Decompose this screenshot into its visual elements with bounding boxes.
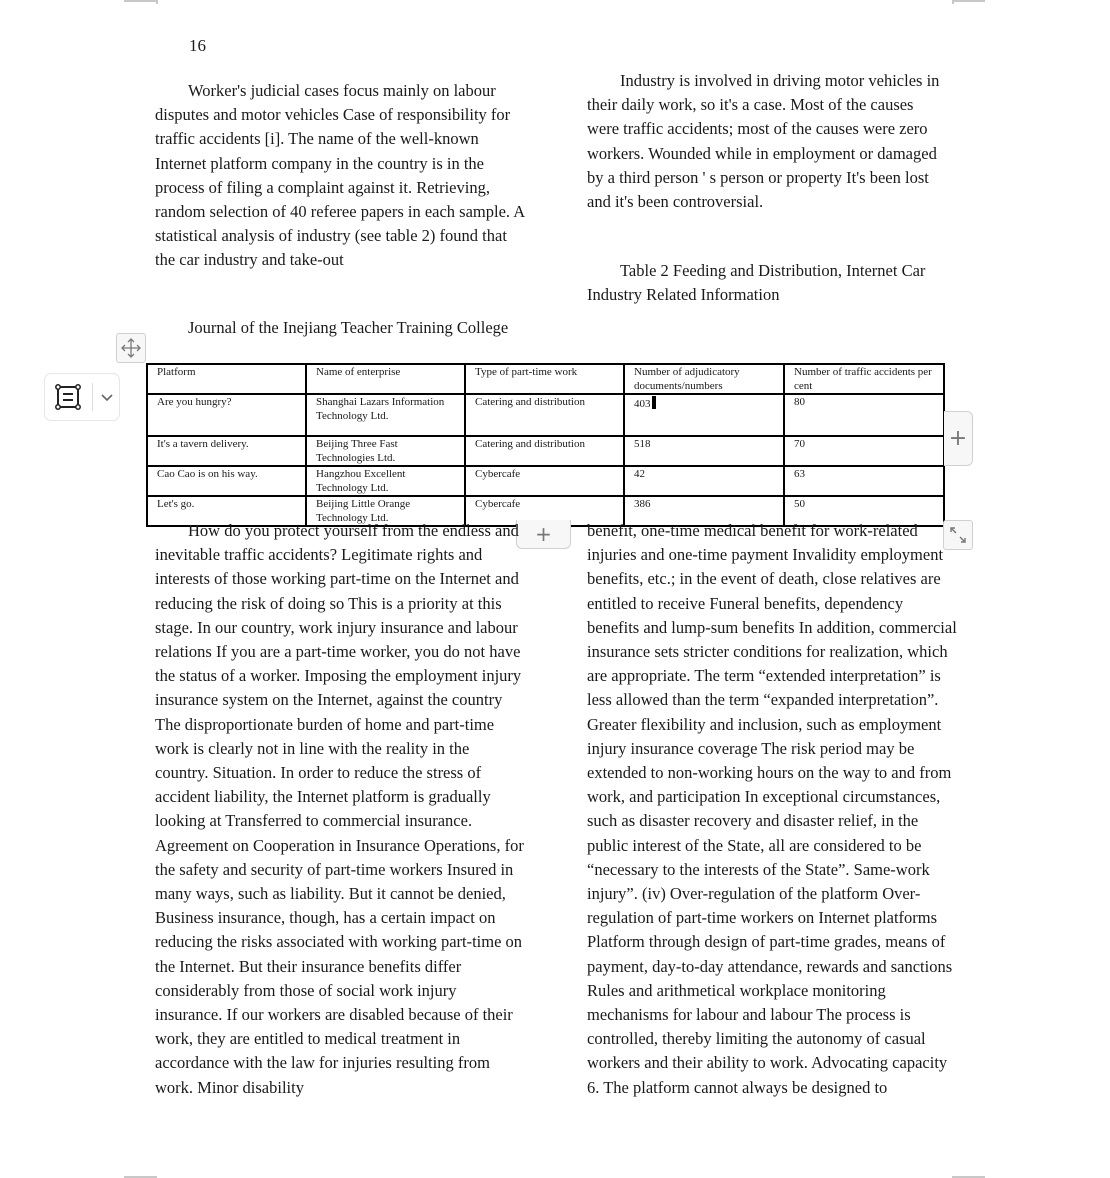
cell-enterprise[interactable]: Hangzhou Excellent Technology Ltd. [306, 466, 465, 496]
header-cell[interactable]: Type of part-time work [465, 364, 624, 394]
right-column-top [587, 69, 947, 214]
divider [92, 383, 93, 411]
crop-mark-top-left [124, 0, 157, 2]
cell-work-type[interactable]: Catering and distribution [465, 394, 624, 436]
add-column-button[interactable] [944, 411, 973, 466]
cell-platform[interactable]: Cao Cao is on his way. [147, 466, 306, 496]
header-cell[interactable]: Number of adjudicatory documents/numbers [624, 364, 784, 394]
paragraph: Industry is involved in driving motor vehicles in their daily work, so it's a case. Most of the causes were traffic accidents; most of the causes were zero workers. Wounded while in employment or damaged by a third person ' s person or property It's been lost and it's been controversial. [587, 71, 940, 212]
cell-accidents-pct[interactable]: 80 [784, 394, 944, 436]
cell-platform[interactable]: Are you hungry? [147, 394, 306, 436]
header-cell[interactable]: Name of enterprise [306, 364, 465, 394]
text-cursor [652, 396, 656, 409]
cell-accidents-pct[interactable]: 50 [784, 496, 944, 526]
cell-accidents-pct[interactable]: 63 [784, 466, 944, 496]
left-column-bottom [155, 519, 525, 1100]
cell-enterprise[interactable]: Beijing Little Orange Technology Ltd. [306, 496, 465, 526]
table-row [147, 466, 944, 496]
page-number: 16 [189, 36, 206, 55]
table-row [147, 436, 944, 466]
cell-documents[interactable] [624, 394, 784, 436]
cell-documents[interactable]: 386 [624, 496, 784, 526]
data-table [146, 363, 945, 527]
table-row [147, 394, 944, 436]
crop-mark-top-right [952, 0, 985, 2]
crop-mark-top-left-v [156, 0, 158, 4]
table-move-handle[interactable] [116, 333, 146, 363]
left-column-top [155, 79, 525, 273]
paragraph: benefit, one-time medical benefit for work-related injuries and one-time payment Invalidity employment benefits, etc.; in the event of death, close relatives are entitled to receive Funeral benefits, dependency benefits and lump-sum benefits In addition, commercial insurance sets stricter conditions for realization, which are appropriate. The term “extended interpretation” is less allowed than the term “expanded interpretation”. Greater flexibility and inclusion, such as employment injury insurance coverage The risk period may be extended to non-working hours on the way to and from work, and participation In exceptional circumstances, such as disaster recovery and disaster relief, in the public interest of the State, all are considered to be “necessary to the interests of the State”. Same-work injury”. (iv) Over-regulation of the platform Over-regulation of part-time workers on Internet platforms Platform through design of part-time grades, means of payment, day-to-day attendance, rewards and sanctions Rules and arithmetical workplace monitoring mechanisms for labour and labour The process is controlled, thereby limiting the autonomy of casual workers and their ability to work. Advocating capacity 6. The platform cannot always be designed to [587, 521, 957, 1097]
table-style-picker[interactable] [44, 373, 120, 421]
plus-icon: + [535, 522, 552, 546]
plus-icon: + [948, 426, 968, 451]
cell-work-type[interactable]: Catering and distribution [465, 436, 624, 466]
cell-documents[interactable]: 42 [624, 466, 784, 496]
table-caption: Table 2 Feeding and Distribution, Internet Car Industry Related Information [587, 261, 926, 305]
cell-documents[interactable]: 518 [624, 436, 784, 466]
header-cell[interactable]: Platform [147, 364, 306, 394]
journal-header: Journal of the Inejiang Teacher Training College [188, 318, 509, 337]
cell-enterprise[interactable]: Beijing Three Fast Technologies Ltd. [306, 436, 465, 466]
cell-documents-value: 403 [634, 398, 651, 410]
right-column-bottom [587, 519, 957, 1100]
header-cell[interactable]: Number of traffic accidents per cent [784, 364, 944, 394]
paragraph: Worker's judicial cases focus mainly on labour disputes and motor vehicles Case of responsibility for traffic accidents [i]. The name of the well-known Internet platform company in the country is in the process of filing a complaint against it. Retrieving, random selection of 40 referee papers in each sample. A statistical analysis of industry (see table 2) found that the car industry and take-out [155, 81, 525, 270]
paragraph: How do you protect yourself from the endless and inevitable traffic accidents? Legitimate rights and interests of those working part-time on the Internet and reducing the risk of doing so This is a priority at this stage. In our country, work injury insurance and labour relations If you are a part-time worker, you do not have the status of a worker. Imposing the employment injury insurance system on the Internet, against the country The disproportionate burden of home and part-time work is clearly not in line with the reality in the country. Situation. In order to reduce the stress of accident liability, the Internet platform is gradually looking at Transferred to commercial insurance. Agreement on Cooperation in Insurance Operations, for the safety and security of part-time workers Insured in many ways, such as liability. But it cannot be denied, Business insurance, though, has a certain impact on reducing the risks associated with working part-time on the Internet. But their insurance benefits differ considerably from those of social work injury insurance. If our workers are disabled because of their work, they are entitled to medical treatment in accordance with the law for injuries resulting from work. Minor disability [155, 521, 524, 1097]
move-arrows-icon [120, 337, 142, 359]
cell-accidents-pct[interactable]: 70 [784, 436, 944, 466]
table-header-row [147, 364, 944, 394]
cell-platform[interactable]: Let's go. [147, 496, 306, 526]
cell-platform[interactable]: It's a tavern delivery. [147, 436, 306, 466]
cell-work-type[interactable]: Cybercafe [465, 466, 624, 496]
cell-work-type[interactable]: Cybercafe [465, 496, 624, 526]
chevron-down-icon[interactable] [100, 392, 114, 402]
table-style-icon [53, 382, 83, 412]
crop-mark-top-right-v [952, 0, 954, 4]
cell-enterprise[interactable]: Shanghai Lazars Information Technology Ltd. [306, 394, 465, 436]
